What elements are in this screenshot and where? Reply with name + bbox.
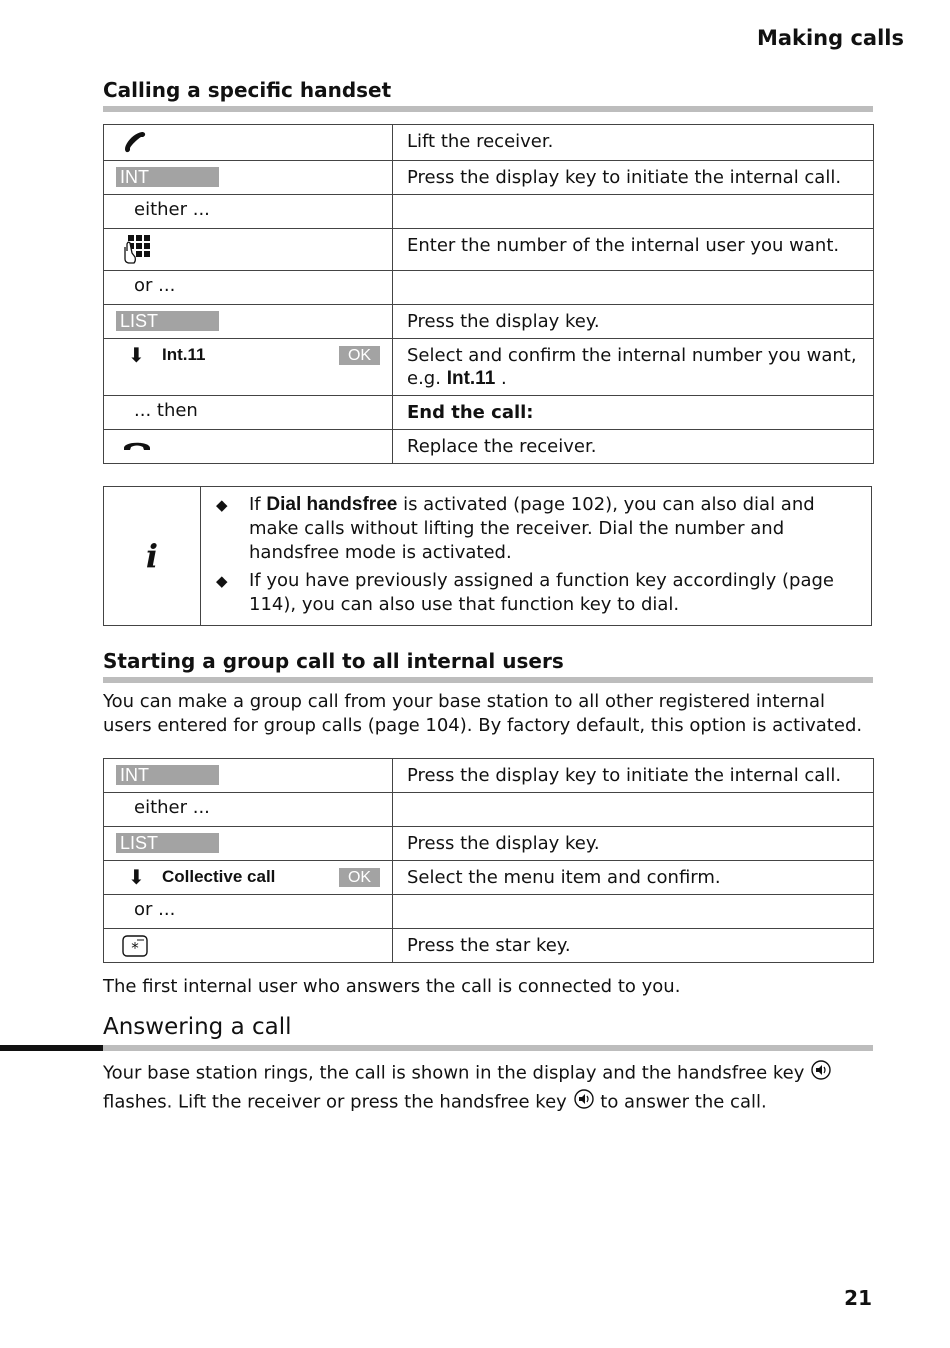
table-row (104, 827, 874, 861)
table-row (104, 895, 874, 929)
table-row (104, 430, 874, 464)
step-connector: either ... (134, 797, 210, 818)
info-note (103, 486, 872, 626)
step-connector: or ... (134, 899, 176, 920)
table-row (104, 861, 874, 895)
table-row (104, 161, 874, 195)
menu-item-label: Collective call (162, 867, 276, 886)
table-row (104, 339, 874, 396)
dial-handsfree-label: Dial handsfree (266, 494, 398, 515)
step-text: Press the display key to initiate the internal call. (407, 765, 842, 786)
list-display-key[interactable]: LIST (116, 311, 219, 331)
table-row (104, 271, 874, 305)
step-text: End the call: (407, 402, 534, 423)
handsfree-key-icon (810, 1059, 832, 1088)
note-bullet: ◆ If you have previously assigned a function key accordingly (page 114), you can also use that function key to dial. (216, 570, 834, 615)
keypad-icon (118, 229, 392, 270)
diamond-bullet-icon: ◆ (216, 572, 228, 590)
menu-item-label: Int.11 (162, 345, 206, 364)
int-display-key[interactable]: INT (116, 765, 219, 785)
receiver-lift-icon (118, 125, 392, 160)
table-row (104, 759, 874, 793)
page-header-title: Making calls (756, 26, 904, 50)
step-text (407, 793, 873, 798)
steps-table-calling-handset (103, 124, 874, 464)
step-text: Replace the receiver. (407, 436, 597, 457)
answering-text: Your base station rings, the call is shown in the display and the handsfree key flashes. Lift the receiver or press the handsfree key to answer the call. (103, 1059, 875, 1117)
ok-display-key[interactable]: OK (339, 868, 380, 887)
step-text: Select the menu item and confirm. (407, 867, 721, 888)
section-rule (103, 1045, 873, 1051)
step-text: Press the display key to initiate the internal call. (407, 167, 842, 188)
table-row (104, 929, 874, 963)
step-connector: either ... (134, 199, 210, 220)
arrow-down-icon: ⬇ (128, 865, 145, 889)
ok-display-key[interactable]: OK (339, 346, 380, 365)
int-display-key[interactable]: INT (116, 167, 219, 187)
table-row (104, 195, 874, 229)
steps-table-group-call (103, 758, 874, 963)
group-call-outro: The first internal user who answers the call is connected to you. (103, 976, 681, 997)
table-row (104, 793, 874, 827)
section-rule (103, 106, 873, 112)
arrow-down-icon: ⬇ (128, 343, 145, 367)
receiver-hangup-icon (118, 430, 392, 459)
handsfree-key-icon (573, 1088, 595, 1117)
section-title-answering: Answering a call (103, 1014, 292, 1040)
group-call-intro: You can make a group call from your base station to all other registered internal users entered for group calls (page 104). By factory default, this option is activated. (103, 691, 863, 736)
step-connector: or ... (134, 275, 176, 296)
list-display-key[interactable]: LIST (116, 833, 219, 853)
table-row (104, 396, 874, 430)
section-title-group-call: Starting a group call to all internal users (103, 649, 564, 673)
step-text (407, 271, 873, 276)
table-row (104, 229, 874, 271)
section-title-calling-handset: Calling a specific handset (103, 78, 392, 102)
int-number-example: Int.11 (446, 368, 496, 389)
step-text (407, 195, 873, 200)
step-text: Select and confirm the internal number you want, e.g. Int.11 . (407, 345, 857, 389)
step-text: Enter the number of the internal user you want. (407, 235, 840, 256)
table-row (104, 125, 874, 161)
step-text (407, 895, 873, 900)
step-text: Press the display key. (407, 311, 600, 332)
step-text: Press the star key. (407, 935, 571, 956)
note-bullet: ◆ If Dial handsfree is activated (page 102), you can also dial and make calls without lifting the receiver. Dial the number and handsfree mode is activated. (216, 494, 815, 563)
section-rule (103, 677, 873, 683)
step-text: Press the display key. (407, 833, 600, 854)
info-icon: i (104, 487, 201, 625)
star-key-icon (118, 929, 392, 962)
table-row (104, 305, 874, 339)
page-number: 21 (844, 1286, 872, 1310)
step-connector: ... then (134, 400, 198, 421)
step-text: Lift the receiver. (407, 131, 554, 152)
section-marker-bar (0, 1045, 103, 1051)
svg-text:*: * (131, 939, 139, 957)
diamond-bullet-icon: ◆ (216, 496, 228, 514)
